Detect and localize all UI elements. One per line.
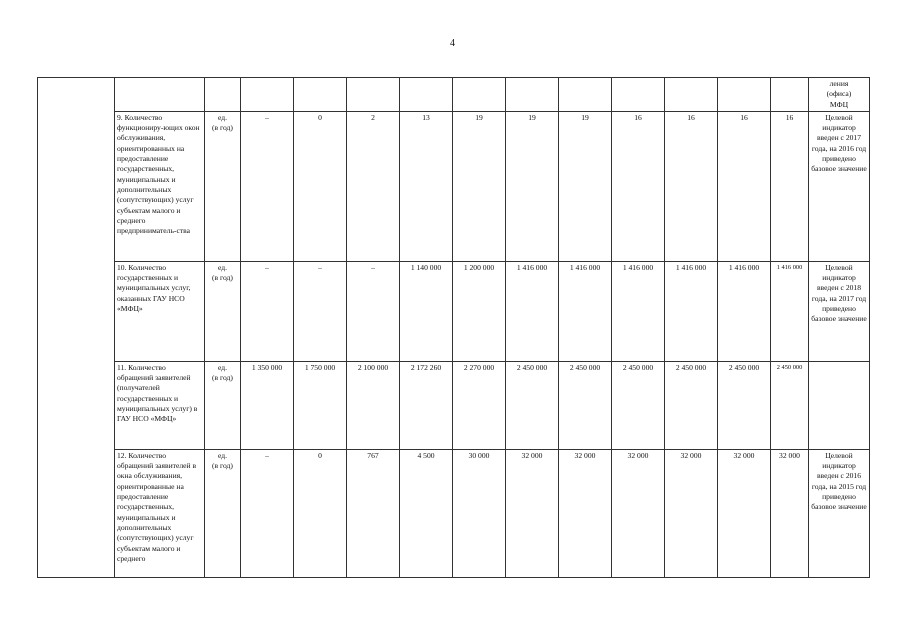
table-row <box>38 449 870 577</box>
indicator-name: 12. Количество обращений заявителей в окна обслуживания, ориентированные на предоставление государственных, муниципальных и дополнительных (сопутствующих) услуг субъектам малого и среднего <box>115 449 205 577</box>
value-cell: – <box>241 449 294 577</box>
value-cell <box>347 78 400 112</box>
value-cell: 0 <box>294 449 347 577</box>
value-cell <box>771 78 809 112</box>
note-cell: Целевой индикатор введен с 2016 года, на 2015 год приведено базовое значение <box>809 449 870 577</box>
value-cell <box>400 78 453 112</box>
value-cell: 1 416 000 <box>771 261 809 361</box>
value-cell: 19 <box>506 111 559 261</box>
value-cell <box>612 78 665 112</box>
value-cell: 32 000 <box>506 449 559 577</box>
value-cell <box>506 78 559 112</box>
indicator-name: 9. Количество функциониру-ющих окон обслуживания, ориентированных на предоставление государственных, муниципальных и дополнительных (сопутствующих) услуг субъектам малого и среднего предприниматель-ства <box>115 111 205 261</box>
value-cell: 2 172 260 <box>400 361 453 449</box>
value-cell: 2 450 000 <box>665 361 718 449</box>
value-cell <box>718 78 771 112</box>
indicator-name: 11. Количество обращений заявителей (получателей государственных и муниципальных услуг) в ГАУ НСО «МФЦ» <box>115 361 205 449</box>
value-cell: 1 200 000 <box>453 261 506 361</box>
section-cell <box>38 78 115 578</box>
value-cell: 32 000 <box>665 449 718 577</box>
value-cell: – <box>241 261 294 361</box>
value-cell: 4 500 <box>400 449 453 577</box>
unit-cell: ед. (в год) <box>205 111 241 261</box>
value-cell: 16 <box>612 111 665 261</box>
value-cell: 2 450 000 <box>612 361 665 449</box>
note-cell <box>809 361 870 449</box>
value-cell: 1 350 000 <box>241 361 294 449</box>
value-cell: 16 <box>718 111 771 261</box>
note-cell: Целевой индикатор введен с 2017 года, на 2016 год приведено базовое значение <box>809 111 870 261</box>
value-cell <box>559 78 612 112</box>
value-cell: 32 000 <box>718 449 771 577</box>
value-cell: 1 750 000 <box>294 361 347 449</box>
value-cell: 2 <box>347 111 400 261</box>
value-cell: 16 <box>771 111 809 261</box>
unit-cell <box>205 78 241 112</box>
value-cell: 30 000 <box>453 449 506 577</box>
value-cell: 1 416 000 <box>559 261 612 361</box>
value-cell: 16 <box>665 111 718 261</box>
value-cell <box>665 78 718 112</box>
value-cell: 2 450 000 <box>506 361 559 449</box>
value-cell: 2 270 000 <box>453 361 506 449</box>
note-cell: ления (офиса) МФЦ <box>809 78 870 112</box>
value-cell: 2 450 000 <box>771 361 809 449</box>
table-row <box>38 111 870 261</box>
value-cell: 1 416 000 <box>506 261 559 361</box>
value-cell <box>241 78 294 112</box>
value-cell: 2 450 000 <box>559 361 612 449</box>
value-cell: – <box>241 111 294 261</box>
value-cell: 32 000 <box>771 449 809 577</box>
value-cell: 32 000 <box>612 449 665 577</box>
value-cell: 1 416 000 <box>718 261 771 361</box>
value-cell: 2 450 000 <box>718 361 771 449</box>
indicators-table <box>37 77 870 578</box>
table-row <box>38 261 870 361</box>
unit-cell: ед. (в год) <box>205 449 241 577</box>
page-number: 4 <box>450 38 455 49</box>
table-row <box>38 361 870 449</box>
name-cell <box>115 78 205 112</box>
value-cell: 1 416 000 <box>665 261 718 361</box>
value-cell: – <box>294 261 347 361</box>
note-cell: Целевой индикатор введен с 2018 года, на 2017 год приведено базовое значение <box>809 261 870 361</box>
unit-cell: ед. (в год) <box>205 361 241 449</box>
value-cell: 19 <box>559 111 612 261</box>
indicator-name: 10. Количество государственных и муниципальных услуг, оказанных ГАУ НСО «МФЦ» <box>115 261 205 361</box>
value-cell: – <box>347 261 400 361</box>
value-cell: 0 <box>294 111 347 261</box>
value-cell: 1 140 000 <box>400 261 453 361</box>
value-cell: 32 000 <box>559 449 612 577</box>
value-cell: 19 <box>453 111 506 261</box>
value-cell: 2 100 000 <box>347 361 400 449</box>
value-cell: 13 <box>400 111 453 261</box>
value-cell: 1 416 000 <box>612 261 665 361</box>
value-cell <box>294 78 347 112</box>
value-cell <box>453 78 506 112</box>
table-row-continuation <box>38 78 870 112</box>
value-cell: 767 <box>347 449 400 577</box>
unit-cell: ед. (в год) <box>205 261 241 361</box>
